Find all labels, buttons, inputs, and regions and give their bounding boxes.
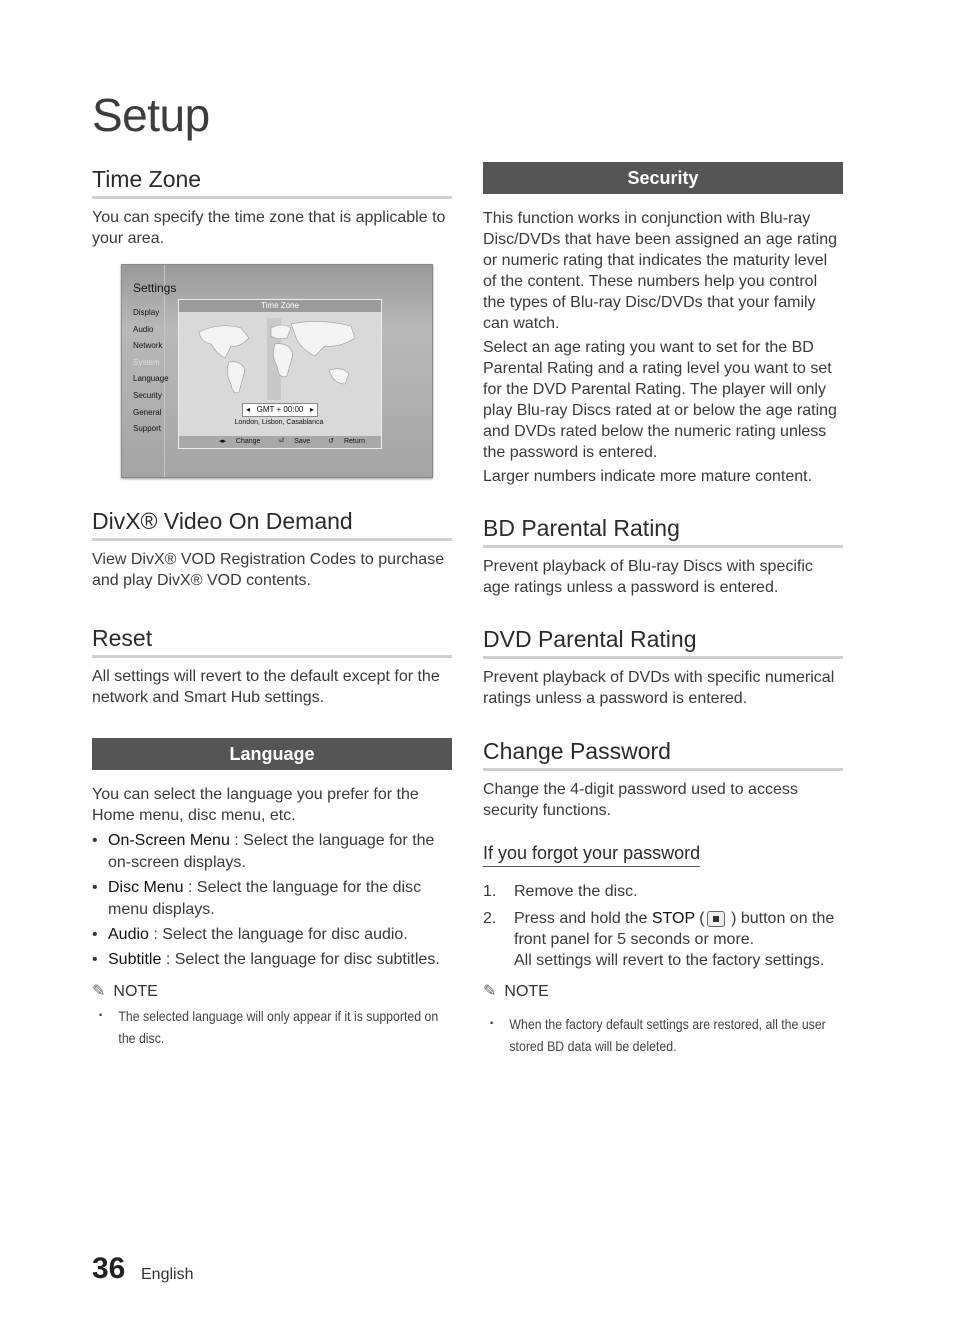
- gmt-value[interactable]: [242, 403, 318, 417]
- pencil-icon: ✎: [92, 983, 106, 1000]
- dvd-rating-section: [483, 626, 843, 709]
- settings-screenshot: [121, 264, 433, 478]
- security-p3: Larger numbers indicate more mature content.: [483, 468, 813, 485]
- reset-section: [92, 625, 452, 708]
- list-item: • Subtitle : Select the language for disc subtitles.: [92, 949, 452, 971]
- divx-body: View DivX® VOD Registration Codes to purchase and play DivX® VOD contents.: [92, 551, 445, 589]
- menu-item: System: [133, 357, 160, 367]
- forgot-password-heading: If you forgot your password: [483, 843, 700, 867]
- bd-rating-section: [483, 515, 843, 598]
- change-password-heading: Change Password: [483, 738, 843, 771]
- change-password-section: [483, 738, 843, 1057]
- pencil-icon: ✎: [483, 983, 497, 1000]
- password-note-head: [483, 981, 843, 1001]
- divx-heading: DivX® Video On Demand: [92, 508, 452, 541]
- menu-item: Language: [133, 374, 169, 384]
- forgot-steps: [483, 881, 843, 971]
- bd-rating-body: Prevent playback of Blu-ray Discs with specific age ratings unless a password is entered.: [483, 558, 813, 596]
- footer-save: Save: [294, 438, 311, 445]
- chevron-left-icon: ◂: [246, 405, 251, 414]
- language-section: [92, 738, 452, 1049]
- change-password-body: Change the 4-digit password used to access security functions.: [483, 781, 798, 819]
- bd-rating-heading: BD Parental Rating: [483, 515, 843, 548]
- city-label: London, Lisbon, Casablanca: [234, 419, 324, 426]
- screenshot-title: Settings: [133, 281, 177, 295]
- enter-icon: ⏎: [278, 438, 285, 445]
- note-label: NOTE: [113, 983, 158, 1000]
- menu-item: Display: [133, 308, 160, 317]
- page-title: Setup: [92, 89, 210, 141]
- menu-item: General: [133, 407, 162, 417]
- time-zone-body: You can specify the time zone that is applicable to your area.: [92, 209, 446, 247]
- note-label: NOTE: [504, 983, 549, 1000]
- return-icon: ↺: [328, 438, 335, 445]
- page-number: 36: [92, 1252, 126, 1285]
- dvd-rating-body: Prevent playback of DVDs with specific numerical ratings unless a password is entered.: [483, 669, 835, 707]
- divx-section: [92, 508, 452, 591]
- reset-body: All settings will revert to the default except for the network and Smart Hub settings.: [92, 668, 440, 706]
- language-bar: Language: [92, 738, 452, 770]
- footer-return: Return: [343, 438, 365, 445]
- list-item: 1. Remove the disc.: [483, 883, 638, 900]
- list-item: • Disc Menu : Select the language for the disc menu displays.: [92, 877, 452, 921]
- password-note: ▪ When the factory default settings are restored, all the user stored BD data will be deleted.: [483, 1013, 839, 1057]
- language-note: ▪ The selected language will only appear if it is supported on the disc.: [92, 1005, 448, 1049]
- arrows-icon: ◂▸: [218, 438, 226, 445]
- security-bar: Security: [483, 162, 843, 194]
- footer-change: Change: [235, 438, 261, 445]
- gmt-label: GMT + 00:00: [256, 405, 304, 414]
- stop-icon: [707, 911, 725, 927]
- security-p1: This function works in conjunction with Blu-ray Disc/DVDs that have been assigned an age rating or numeric rating that indicates the maturity level of the content. These numbers help you control the types of Blu-ray Disc/DVDs that your family can watch.: [483, 210, 837, 332]
- security-p2: Select an age rating you want to set for the BD Parental Rating and a rating level you want to set for the DVD Parental Rating. The player will only play Blu-ray Discs rated at or below the age rating and DVDs rated below the numeric rating unless the password is entered.: [483, 339, 837, 461]
- language-intro: You can select the language you prefer for the Home menu, disc menu, etc.: [92, 786, 419, 824]
- dvd-rating-heading: DVD Parental Rating: [483, 626, 843, 659]
- menu-item: Network: [133, 341, 163, 351]
- screenshot-menu: [133, 305, 169, 438]
- page-language: English: [141, 1266, 194, 1283]
- time-zone-heading: Time Zone: [92, 166, 452, 199]
- list-item: • Audio : Select the language for disc audio.: [92, 924, 452, 946]
- security-section: [483, 162, 843, 487]
- time-zone-panel: [178, 299, 382, 449]
- menu-item: Audio: [133, 324, 154, 334]
- world-map-icon: [179, 314, 379, 404]
- language-list: [92, 830, 452, 971]
- panel-title: Time Zone: [179, 300, 381, 312]
- list-item: 2. Press and hold the STOP ( ) button on the front panel for 5 seconds or more. All settings will revert to the factory settings.: [483, 910, 835, 969]
- menu-item: Security: [133, 390, 162, 400]
- reset-heading: Reset: [92, 625, 452, 658]
- language-note-head: [92, 981, 452, 1001]
- menu-item: Support: [133, 424, 162, 434]
- list-item: • On-Screen Menu : Select the language for the on-screen displays.: [92, 830, 452, 874]
- panel-footer: [179, 436, 381, 448]
- time-zone-section: [92, 166, 452, 249]
- chevron-right-icon: ▸: [309, 405, 314, 414]
